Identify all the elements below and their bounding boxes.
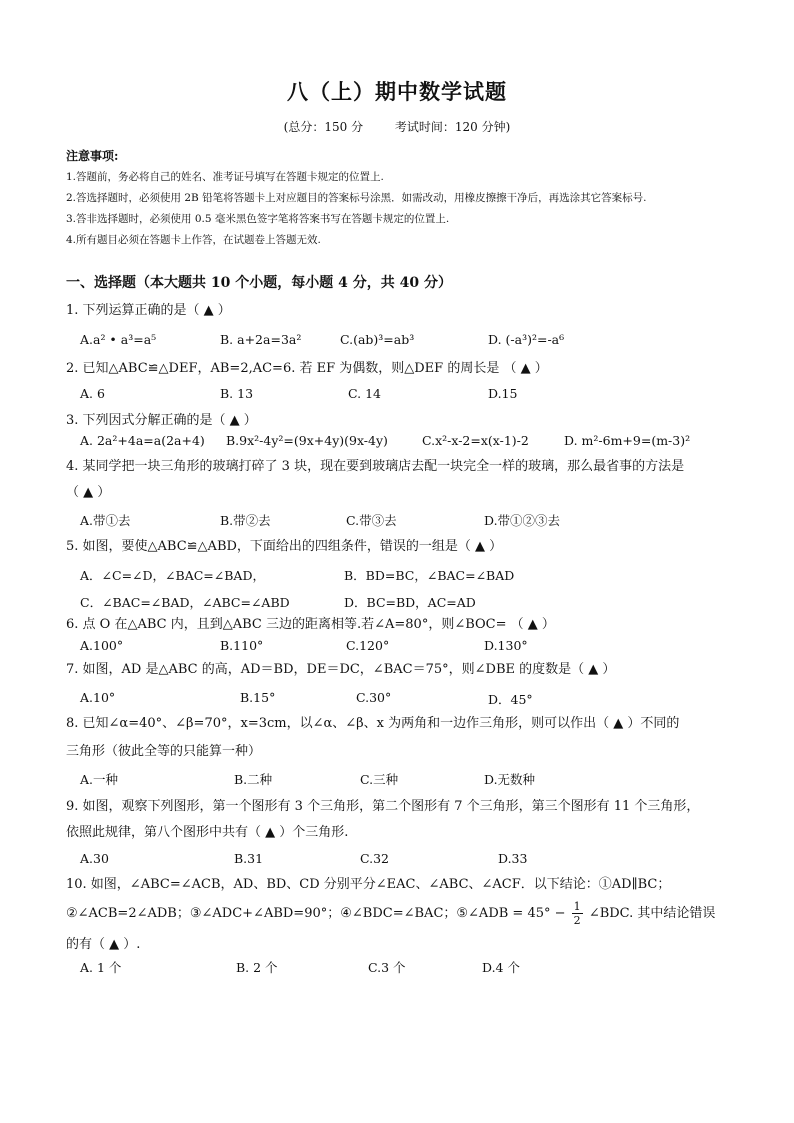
option-c: C．∠BAC=∠BAD，∠ABC=∠ABD — [80, 595, 290, 610]
fraction-numerator: 1 — [573, 900, 581, 913]
question-8-stem: 8. 已知∠α=40°、∠β=70°，x=3cm，以∠α、∠β、x 为两角和一边作三角形，则可以作出（ ▲ ）不同的 — [66, 716, 680, 731]
total-score: (总分：150 分 — [283, 120, 364, 134]
option-c: C.30° — [356, 690, 392, 705]
notes-heading: 注意事项: — [66, 149, 119, 163]
exam-time: 考试时间：120 分钟) — [394, 120, 511, 134]
option-d: D. m²-6m+9=(m-3)² — [564, 433, 691, 448]
notes-block — [66, 146, 766, 251]
question-10-stem-end: 的有（ ▲ ）. — [66, 937, 141, 952]
note-item: 1.答题前，务必将自己的姓名、准考证号填写在答题卡规定的位置上. — [66, 171, 384, 183]
question-9-stem-cont: 依照此规律，第八个图形中共有（ ▲ ）个三角形. — [66, 825, 349, 840]
option-a: A. 2a²+4a=a(2a+4) — [80, 433, 205, 448]
question-4-stem-cont: （ ▲ ） — [66, 485, 111, 500]
option-b: B.110° — [220, 638, 264, 653]
question-10-conclusions: ②∠ACB=2∠ADB；③∠ADC+∠ABD=90°；④∠BDC=∠BAC；⑤∠ADB = 45° − — [66, 906, 566, 921]
section-heading: 一、选择题（本大题共 10 个小题，每小题 4 分，共 40 分） — [66, 275, 452, 291]
option-b: B.15° — [240, 690, 276, 705]
option-b: B. a+2a=3a² — [220, 332, 302, 347]
option-c: C.3 个 — [368, 960, 406, 975]
option-a: A．∠C=∠D，∠BAC=∠BAD， — [80, 568, 265, 583]
question-9-stem: 9. 如图，观察下列图形，第一个图形有 3 个三角形，第二个图形有 7 个三角形，第三个图形有 11 个三角形， — [66, 799, 700, 814]
option-c: C.120° — [346, 638, 390, 653]
question-8-stem-cont: 三角形（彼此全等的只能算一种） — [66, 744, 262, 759]
option-d: D.带①②③去 — [484, 513, 561, 528]
question-2-options — [80, 386, 720, 410]
question-6-stem: 6. 点 O 在△ABC 内，且到△ABC 三边的距离相等.若∠A=80°，则∠BOC= （ ▲ ） — [66, 617, 555, 632]
option-b: B.9x²-4y²=(9x+4y)(9x-4y) — [226, 433, 388, 448]
option-a: A.30 — [80, 851, 109, 866]
option-c: C.(ab)³=ab³ — [340, 332, 415, 347]
note-item: 3.答非选择题时，必须使用 0.5 毫米黑色签字笔将答案书写在答题卡规定的位置上. — [66, 213, 450, 225]
option-a: A. 6 — [80, 386, 105, 401]
option-a: A.a² • a³=a⁵ — [80, 332, 157, 347]
page-title: 八（上）期中数学试题 — [287, 79, 507, 104]
option-a: A.带①去 — [80, 513, 131, 528]
question-8-options — [80, 770, 720, 794]
option-d: D.4 个 — [482, 960, 520, 975]
option-b: B. 2 个 — [236, 960, 278, 975]
question-4-stem: 4. 某同学把一块三角形的玻璃打碎了 3 块，现在要到玻璃店去配一块完全一样的玻璃，那么最省事的方法是 — [66, 459, 685, 474]
option-b: B.带②去 — [220, 513, 271, 528]
option-d: D. (-a³)²=-a⁶ — [488, 332, 565, 347]
fraction-denominator: 2 — [573, 914, 581, 927]
option-c: C.带③去 — [346, 513, 397, 528]
option-a: A.一种 — [80, 772, 119, 787]
option-c: C. 14 — [348, 386, 381, 401]
fraction-one-half — [572, 900, 583, 927]
note-item: 2.答选择题时，必须使用 2B 铅笔将答题卡上对应题目的答案标号涂黑．如需改动，用橡皮擦擦干净后，再选涂其它答案标号. — [66, 192, 647, 204]
option-c: C.32 — [360, 851, 389, 866]
question-1-stem: 1. 下列运算正确的是（ ▲ ） — [66, 303, 231, 318]
option-d: D．45° — [488, 692, 533, 707]
question-10-stem: 10. 如图，∠ABC=∠ACB，AD、BD、CD 分别平分∠EAC、∠ABC、∠ACF．以下结论：①AD∥BC； — [66, 877, 671, 892]
option-d: D.无数种 — [484, 772, 536, 787]
option-b: B．BD=BC，∠BAC=∠BAD — [344, 568, 515, 583]
option-d: D.33 — [498, 851, 528, 866]
question-10-stem-cont — [66, 900, 730, 927]
option-d: D．BC=BD，AC=AD — [344, 595, 476, 610]
question-10-conclusions-end: ∠BDC. 其中结论错误 — [588, 906, 716, 921]
question-5-options-row1 — [80, 566, 720, 590]
option-b: B. 13 — [220, 386, 254, 401]
exam-info — [0, 118, 794, 135]
question-7-stem: 7. 如图，AD 是△ABC 的高，AD＝BD，DE＝DC，∠BAC＝75°，则∠DBE 的度数是（ ▲ ） — [66, 662, 616, 677]
option-b: B.二种 — [234, 772, 273, 787]
question-1-options — [80, 332, 720, 356]
option-a: A.10° — [80, 690, 116, 705]
note-item: 4.所有题目必须在答题卡上作答，在试题卷上答题无效. — [66, 234, 321, 246]
question-2-stem: 2. 已知△ABC≌△DEF，AB=2,AC=6. 若 EF 为偶数，则△DEF 的周长是 （ ▲ ） — [66, 361, 548, 376]
option-c: C.三种 — [360, 772, 399, 787]
option-a: A. 1 个 — [80, 960, 122, 975]
question-5-stem: 5. 如图，要使△ABC≌△ABD，下面给出的四组条件，错误的一组是（ ▲ ） — [66, 539, 503, 554]
option-d: D.15 — [488, 386, 518, 401]
question-3-stem: 3. 下列因式分解正确的是（ ▲ ） — [66, 413, 257, 428]
option-c: C.x²-x-2=x(x-1)-2 — [422, 433, 529, 448]
option-d: D.130° — [484, 638, 528, 653]
option-b: B.31 — [234, 851, 264, 866]
question-10-options — [80, 958, 720, 982]
option-a: A.100° — [80, 638, 124, 653]
question-4-options — [80, 511, 720, 535]
